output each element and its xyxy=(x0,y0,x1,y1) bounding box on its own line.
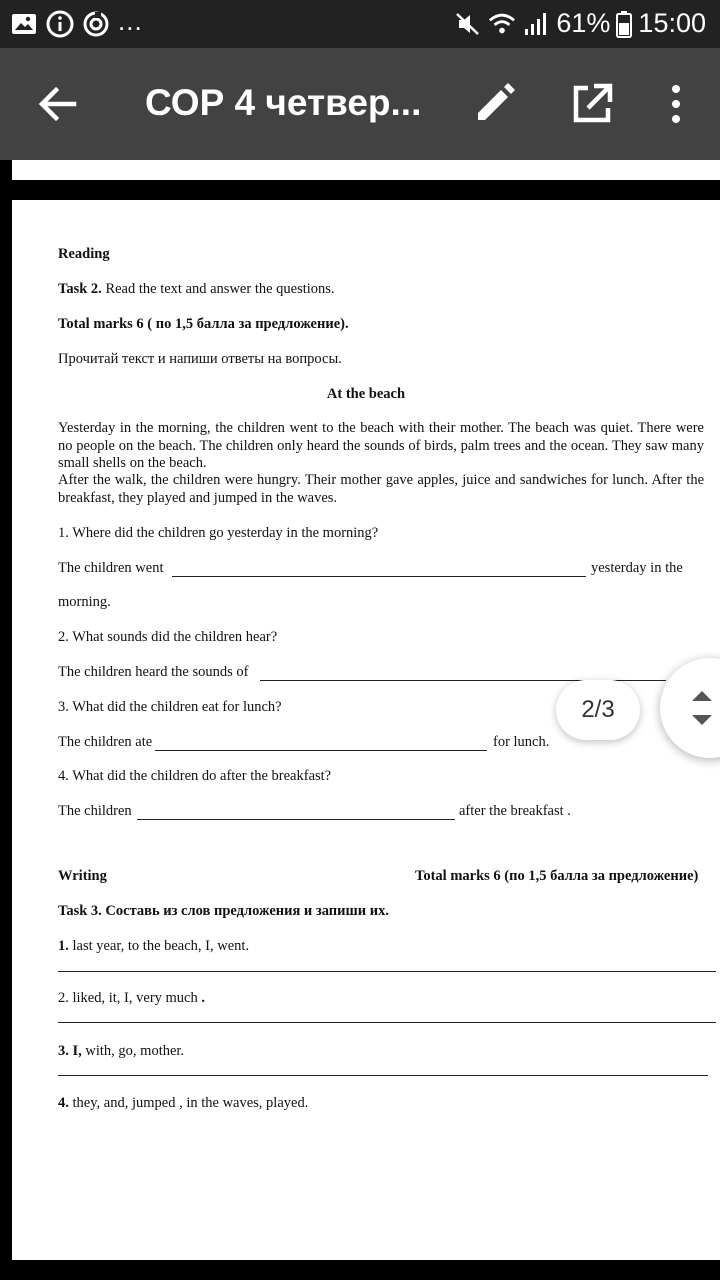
task3-heading: Task 3. Составь из слов предложения и запиши их. xyxy=(58,903,389,919)
wifi-icon xyxy=(488,10,516,38)
signal-icon xyxy=(522,10,550,38)
task2-marks: Total marks 6 ( по 1,5 балла за предложение). xyxy=(58,316,349,332)
writing-line-3 xyxy=(58,1075,708,1076)
clock: 15:00 xyxy=(638,8,706,38)
task2-line xyxy=(58,281,335,299)
writing-item-4-number: 4. xyxy=(58,1095,69,1111)
writing-item-1-text: last year, to the beach, I, went. xyxy=(68,938,250,954)
more-options-icon[interactable] xyxy=(656,78,696,130)
writing-item-4-text: they, and, jumped , in the waves, played. xyxy=(68,1095,309,1111)
answer-3-line xyxy=(155,750,487,751)
writing-item-2-text: 2. liked, it, I, very much xyxy=(58,990,198,1006)
answer-1-end: yesterday in the xyxy=(591,560,683,576)
task2-text: Read the text and answer the questions. xyxy=(101,281,335,297)
writing-heading: Writing xyxy=(58,868,107,884)
app-bar xyxy=(0,48,720,160)
question-2: 2. What sounds did the children hear? xyxy=(58,629,278,645)
answer-3-start: The children ate xyxy=(58,734,153,750)
open-external-icon[interactable] xyxy=(566,78,618,130)
task2-label: Task 2. xyxy=(58,281,102,297)
writing-item-3-text: with, go, mother. xyxy=(81,1043,185,1059)
answer-3-end: for lunch. xyxy=(493,734,550,750)
battery-icon xyxy=(616,10,632,38)
writing-item-3-pronoun: I, xyxy=(68,1043,82,1059)
answer-2-start: The children heard the sounds of xyxy=(58,664,249,680)
page-indicator: 2/3 xyxy=(556,680,640,740)
task2-instruction: Прочитай текст и напиши ответы на вопросы. xyxy=(58,351,342,367)
answer-4-line xyxy=(137,819,455,820)
image-icon xyxy=(10,10,38,38)
battery-percent: 61% xyxy=(556,8,611,38)
writing-item-3-number: 3. xyxy=(58,1043,69,1059)
question-4: 4. What did the children do after the breakfast? xyxy=(58,768,332,784)
answer-4-end: after the breakfast . xyxy=(459,803,571,819)
writing-item-4 xyxy=(58,1095,308,1113)
edit-pencil-icon[interactable] xyxy=(468,78,520,130)
writing-line-1 xyxy=(58,971,716,972)
previous-page-paper xyxy=(12,160,720,180)
previous-page-edge xyxy=(0,160,720,180)
story-paragraph-2: After the walk, the children were hungry. Their mother gave apples, juice and sandwiches for lunch. After the breakfast, they played and jumped in the waves. xyxy=(58,472,704,506)
answer-1-line xyxy=(172,576,586,577)
story-title: At the beach xyxy=(326,386,406,402)
writing-item-3 xyxy=(58,1043,184,1061)
info-icon xyxy=(46,10,74,38)
sync-icon xyxy=(82,10,110,38)
more-notifications-indicator: ... xyxy=(118,5,143,36)
reading-heading: Reading xyxy=(58,246,110,262)
writing-item-2 xyxy=(58,990,205,1008)
writing-item-2-dot: . xyxy=(197,990,205,1006)
writing-item-1 xyxy=(58,938,249,956)
writing-marks: Total marks 6 (по 1,5 балла за предложение) xyxy=(415,868,699,884)
question-3: 3. What did the children eat for lunch? xyxy=(58,699,282,715)
mute-icon xyxy=(454,10,482,38)
answer-4-start: The children xyxy=(58,803,132,819)
back-arrow-icon[interactable] xyxy=(32,78,84,130)
answer-1-cont: morning. xyxy=(58,594,111,610)
writing-line-2 xyxy=(58,1022,716,1023)
story-paragraph-1: Yesterday in the morning, the children went to the beach with their mother. The beach was quiet. There were no people on the beach. The children only heard the sounds of birds, palm trees and the ocean. They saw many small shells on the beach. xyxy=(58,420,704,471)
scroll-arrows-icon xyxy=(690,688,714,728)
answer-1-start: The children went xyxy=(58,560,164,576)
question-1: 1. Where did the children go yesterday in the morning? xyxy=(58,525,379,541)
writing-item-1-number: 1. xyxy=(58,938,69,954)
document-title: СОР 4 четвер... xyxy=(145,82,422,123)
status-bar xyxy=(0,0,720,48)
